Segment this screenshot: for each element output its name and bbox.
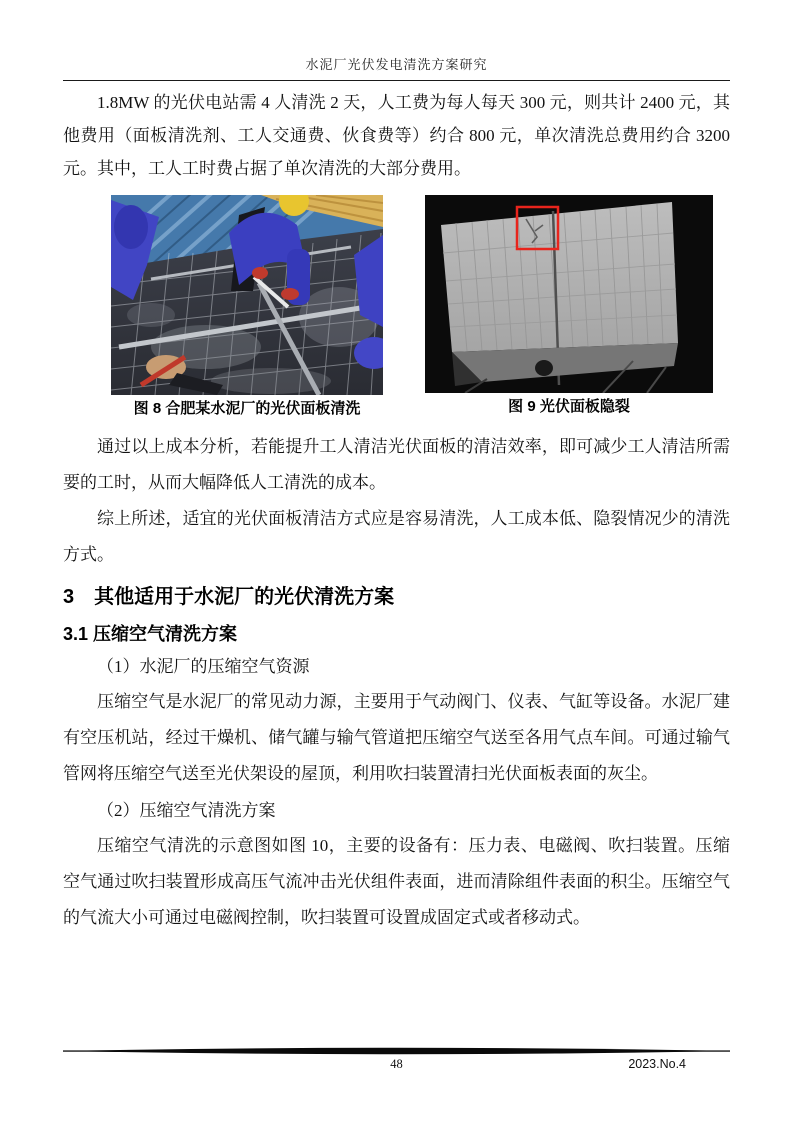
page-header	[63, 56, 730, 81]
figure-8	[111, 195, 383, 421]
page-footer	[63, 1047, 730, 1075]
paragraph-conclusion: 综上所述，适宜的光伏面板清洁方式应是容易清洗，人工成本低、隐裂情况少的清洗方式。	[63, 509, 730, 564]
page-number: 48	[390, 1057, 403, 1071]
figure-9-photo	[425, 195, 713, 393]
section-3-1-heading: 3.1 压缩空气清洗方案	[63, 624, 238, 644]
paragraph-cost-analysis: 通过以上成本分析，若能提升工人清洁光伏面板的清洁效率，即可减少工人清洁所需要的工时，从而大幅降低人工清洗的成本。	[63, 437, 730, 492]
list-item-1: （1）水泥厂的压缩空气资源	[97, 657, 310, 676]
figure-9-caption: 图 9 光伏面板隐裂	[508, 398, 630, 415]
footer-rule	[63, 1047, 730, 1056]
paragraph-compressed-air-resource: 压缩空气是水泥厂的常见动力源，主要用于气动阀门、仪表、气缸等设备。水泥厂建有空压机站，经过干燥机、储气罐与输气管道把压缩空气送至各用气点车间。可通过输气管网将压缩空气送至光伏架设的屋顶，利用吹扫装置清扫光伏面板表面的灰尘。	[63, 692, 730, 783]
section-3-heading: 3 其他适用于水泥厂的光伏清洗方案	[63, 586, 395, 608]
figure-8-photo	[111, 195, 383, 395]
footer-row	[63, 1057, 730, 1075]
figure-8-caption: 图 8 合肥某水泥厂的光伏面板清洗	[133, 400, 361, 417]
list-item-2: （2）压缩空气清洗方案	[97, 801, 276, 820]
paragraph-compressed-air-scheme: 压缩空气清洗的示意图如图 10，主要的设备有：压力表、电磁阀、吹扫装置。压缩空气通过吹扫装置形成高压气流冲击光伏组件表面，进而清除组件表面的积尘。压缩空气的气流大小可通过电磁阀控制，吹扫装置可设置成固定式或者移动式。	[63, 836, 730, 927]
running-title: 水泥厂光伏发电清洗方案研究	[63, 56, 730, 81]
figures-row	[63, 195, 730, 423]
figure-9	[425, 195, 713, 419]
paragraph-cost-detail: 1.8MW 的光伏电站需 4 人清洗 2 天，人工费为每人每天 300 元，则共计 2400 元，其他费用（面板清洗剂、工人交通费、伙食费等）约合 800 元，单次清洗总费用约合 3200 元。其中，工人工时费占据了单次清洗的大部分费用。	[63, 93, 730, 178]
issue-label: 2023.No.4	[628, 1057, 686, 1071]
